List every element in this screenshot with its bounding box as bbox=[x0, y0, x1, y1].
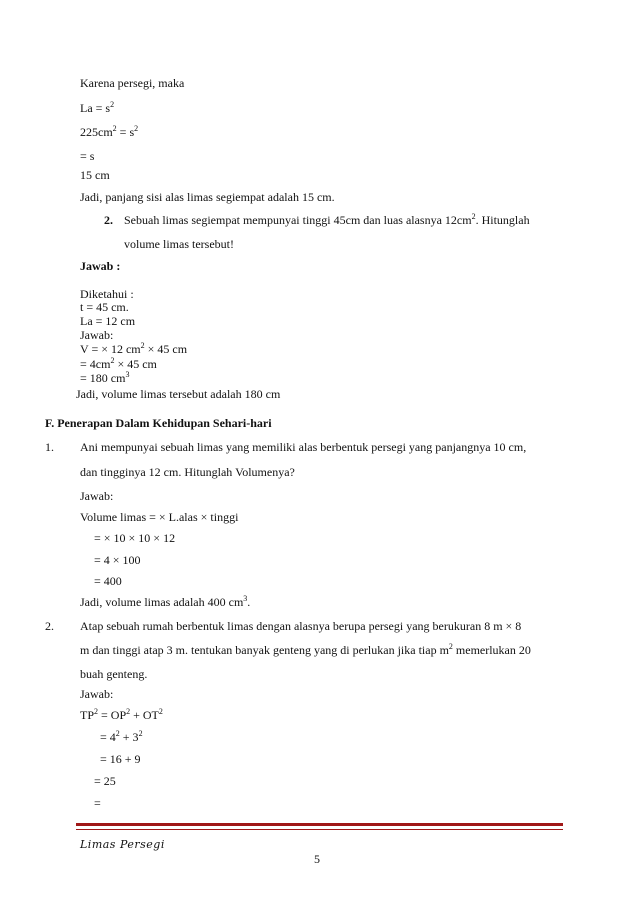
text-line: = bbox=[94, 796, 101, 810]
text-line: Sebuah limas segiempat mempunyai tinggi 45cm dan luas alasnya $12cm^2$. Hitunglah bbox=[124, 212, 530, 227]
text-line: V = × 12 $cm^2 \times 45$ cm bbox=[80, 341, 188, 356]
text-line: $La = s^2$ bbox=[80, 100, 115, 115]
text-line: Jadi, volume limas adalah 400 $cm^3$. bbox=[80, 594, 251, 609]
text-line: Volume limas = × L.alas × tinggi bbox=[80, 510, 239, 524]
page-number: 5 bbox=[314, 852, 320, 866]
text-line: = 16 + 9 bbox=[100, 752, 141, 766]
text-line: 15 cm bbox=[80, 168, 110, 182]
text-line: = s bbox=[80, 149, 95, 163]
text-line: Ani mempunyai sebuah limas yang memiliki alas berbentuk persegi yang panjangnya 10 cm, bbox=[80, 440, 527, 454]
text-line: = $4^2 + 3^2$ bbox=[100, 729, 143, 744]
footer-rule-thin bbox=[76, 829, 563, 830]
text-line: Jawab: bbox=[80, 489, 114, 503]
text-line: = 400 bbox=[94, 574, 122, 588]
text-line: Diketahui : bbox=[80, 287, 134, 301]
text-line: dan tingginya 12 cm. Hitunglah Volumenya? bbox=[80, 465, 295, 479]
text-line: $TP^2 = OP^2 + OT^2$ bbox=[80, 707, 163, 722]
text-line: t = 45 cm. bbox=[80, 300, 129, 314]
text-line: Atap sebuah rumah berbentuk limas dengan alasnya berupa persegi yang berukuran 8 m × 8 bbox=[80, 619, 522, 633]
section-heading: F. Penerapan Dalam Kehidupan Sehari-hari bbox=[45, 416, 272, 430]
footer-title: Limas Persegi bbox=[80, 838, 165, 851]
text-line: Karena persegi, maka bbox=[80, 76, 185, 90]
text-line: La = 12 cm bbox=[80, 314, 136, 328]
text-line: = 180 $cm^3$ bbox=[80, 370, 130, 385]
heading: Jawab : bbox=[80, 259, 121, 273]
text-line: = × 10 × 10 × 12 bbox=[94, 531, 176, 545]
text-line: Jawab: bbox=[80, 328, 114, 342]
list-number: 2. bbox=[45, 619, 54, 633]
text-line: m dan tinggi atap 3 m. tentukan banyak genteng yang di perlukan jika tiap $m^2$ memerlukan 20 bbox=[80, 642, 531, 657]
text-line: Jawab: bbox=[80, 687, 114, 701]
text-line: Jadi, panjang sisi alas limas segiempat adalah 15 cm. bbox=[80, 190, 335, 204]
text-line: = 25 bbox=[94, 774, 116, 788]
list-number: 2. bbox=[104, 213, 113, 227]
text-line: volume limas tersebut! bbox=[124, 237, 234, 251]
footer-rule bbox=[76, 823, 563, 826]
text-line: $225cm^2 = s^2$ bbox=[80, 124, 139, 139]
text-line: buah genteng. bbox=[80, 667, 148, 681]
text-line: = 4 × 100 bbox=[94, 553, 141, 567]
text-line: Jadi, volume limas tersebut adalah 180 cm bbox=[76, 387, 281, 401]
list-number: 1. bbox=[45, 440, 54, 454]
text-line: = $4cm^2 \times 45$ cm bbox=[80, 356, 157, 371]
